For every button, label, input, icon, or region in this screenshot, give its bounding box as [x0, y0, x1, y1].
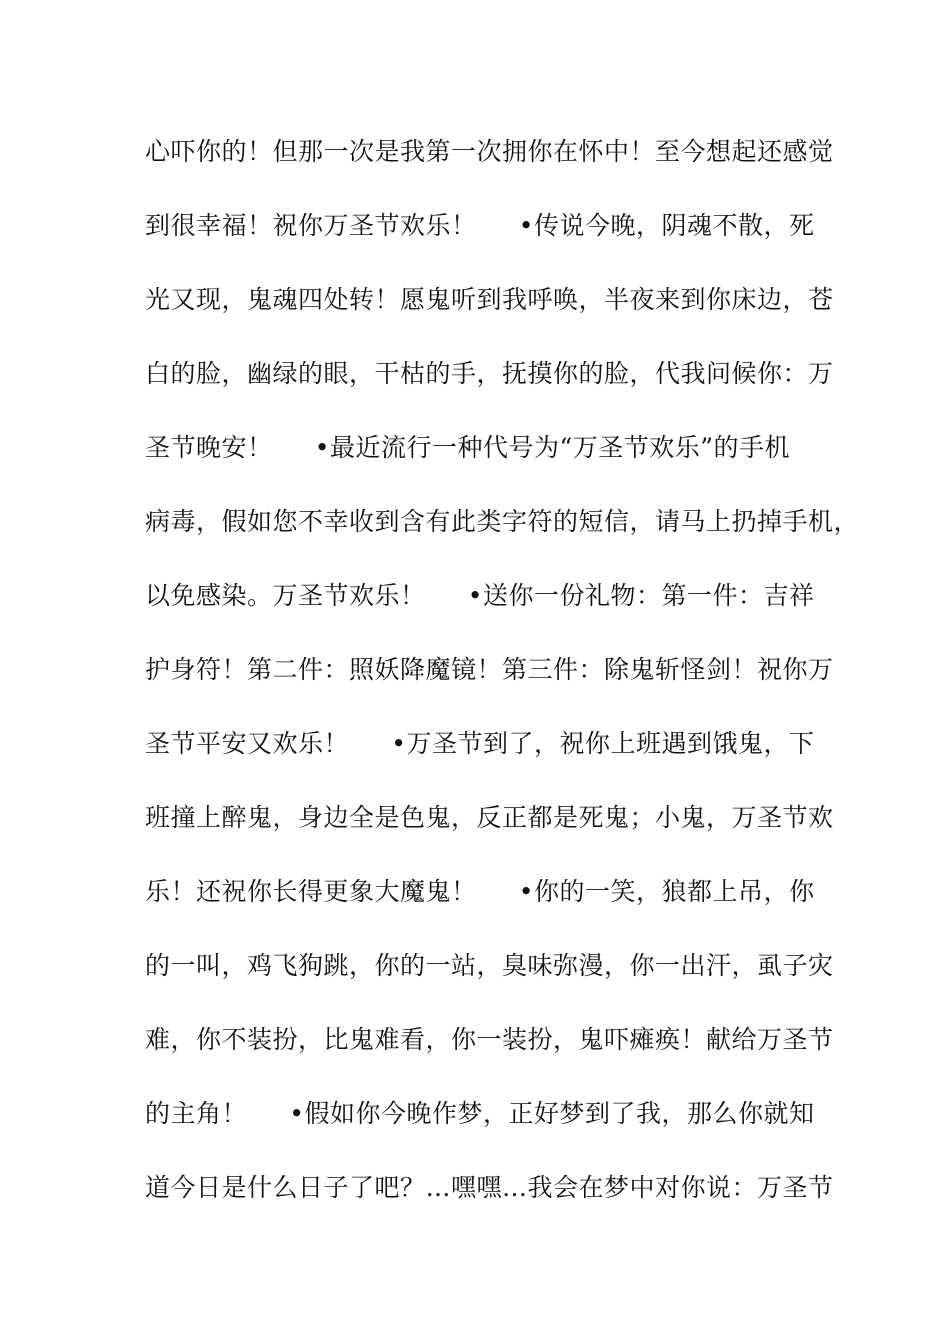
- text-line: 圣节平安又欢乐！ •万圣节到了，祝你上班遇到饿鬼，下: [145, 729, 815, 758]
- text-line: 班撞上醉鬼，身边全是色鬼，反正都是死鬼；小鬼，万圣节欢: [145, 803, 834, 832]
- text-line: 圣节晚安！ •最近流行一种代号为“万圣节欢乐”的手机: [145, 433, 791, 462]
- text-line: 道今日是什么日子了吧？…嘿嘿…我会在梦中对你说：万圣节: [145, 1173, 834, 1202]
- text-line: 以免感染。万圣节欢乐！ •送你一份礼物：第一件：吉祥: [145, 581, 815, 610]
- text-line: 到很幸福！祝你万圣节欢乐！ •传说今晚，阴魂不散，死: [145, 211, 815, 240]
- text-line: 乐！还祝你长得更象大魔鬼！ •你的一笑，狼都上吊，你: [145, 877, 815, 906]
- text-line: 白的脸，幽绿的眼，干枯的手，抚摸你的脸，代我问候你：万: [145, 359, 834, 388]
- text-line: 护身符！第二件：照妖降魔镜！第三件：除鬼斩怪剑！祝你万: [145, 655, 834, 684]
- text-line: 难，你不装扮，比鬼难看，你一装扮，鬼吓瘫痪！献给万圣节: [145, 1025, 834, 1054]
- text-line: 心吓你的！但那一次是我第一次拥你在怀中！至今想起还感觉: [145, 137, 834, 166]
- text-line: 的主角！ •假如你今晚作梦，正好梦到了我，那么你就知: [145, 1099, 815, 1128]
- text-line: 的一叫，鸡飞狗跳，你的一站，臭味弥漫，你一出汗，虱子灾: [145, 951, 834, 980]
- body-text: [145, 126, 860, 1236]
- text-line: 光又现，鬼魂四处转！愿鬼听到我呼唤，半夜来到你床边，苍: [145, 285, 834, 314]
- text-line: 病毒，假如您不幸收到含有此类字符的短信，请马上扔掉手机，: [145, 507, 860, 536]
